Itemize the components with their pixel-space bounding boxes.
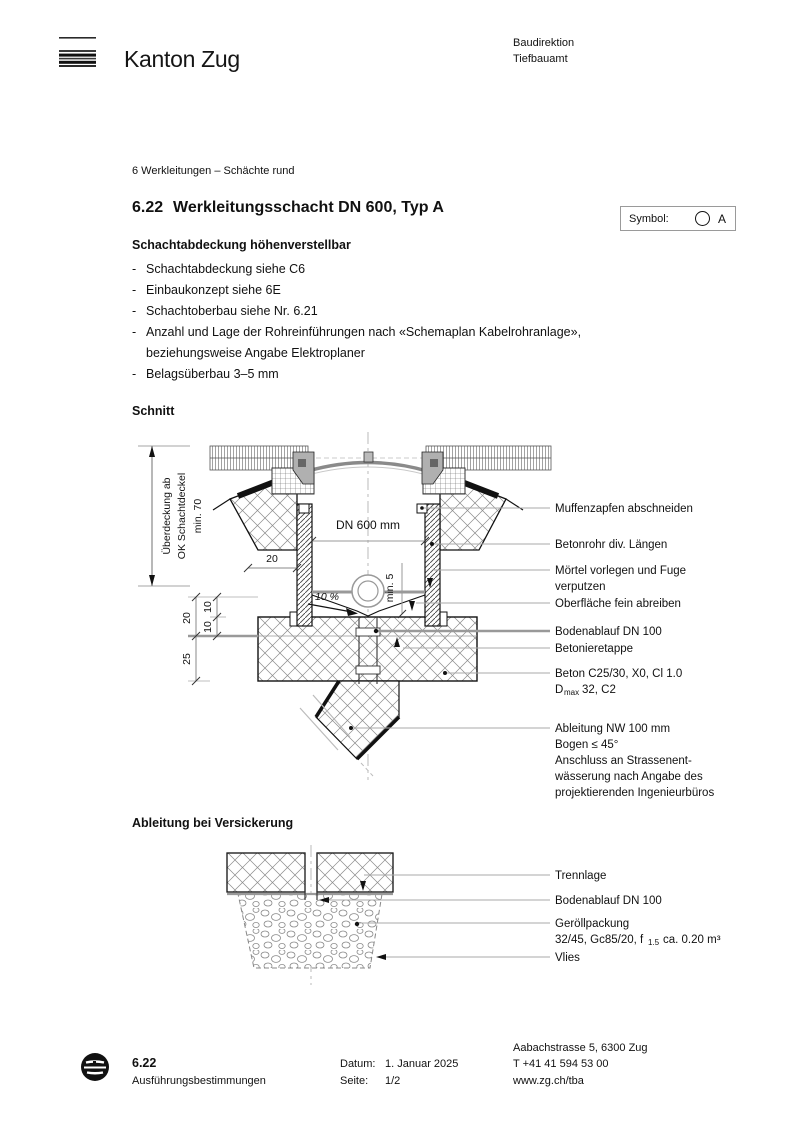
label-bodenablauf: Bodenablauf DN 100 — [555, 626, 662, 638]
schnitt-drawing — [130, 428, 790, 820]
zug-seal-logo — [79, 1051, 111, 1088]
label-geroell-2-sub: 1.5 — [648, 938, 660, 947]
label-oberflaeche: Oberfläche fein abreiben — [555, 598, 681, 610]
label-betonieretappe: Betonieretappe — [555, 643, 634, 655]
specs-heading: Schachtabdeckung höhenverstellbar — [132, 238, 351, 252]
list-item — [132, 280, 692, 301]
callout-labels — [555, 870, 721, 964]
versickerung-drawing — [130, 845, 790, 995]
item-text: Einbaukonzept siehe 6E — [146, 283, 281, 297]
label-vlies: Vlies — [555, 952, 580, 964]
list-item — [132, 322, 692, 343]
label-ableitung-4: wässerung nach Angabe des — [555, 771, 703, 783]
kanton-zug-logo — [59, 36, 97, 75]
footer-number: 6.22 — [132, 1056, 157, 1070]
breadcrumb: 6 Werkleitungen – Schächte rund — [132, 165, 295, 177]
label-muffenzapfen: Muffenzapfen abschneiden — [555, 503, 693, 515]
org-line2: Tiefbauamt — [513, 53, 568, 65]
footer-page-value: 1/2 — [385, 1075, 401, 1087]
label-beton-2-base: D — [555, 684, 564, 696]
item-dash: - — [132, 325, 137, 339]
item-text: Belagsüberbau 3–5 mm — [146, 367, 279, 381]
dim-slope: 10 % — [315, 591, 339, 603]
base-slab — [258, 617, 477, 776]
dim-cover-line1: Überdeckung ab — [161, 477, 173, 555]
label-ableitung-2: Bogen ≤ 45° — [555, 739, 619, 751]
label-ableitung-1: Ableitung NW 100 mm — [555, 723, 671, 735]
item-dash: - — [132, 304, 137, 318]
footer-address: Aabachstrasse 5, 6300 Zug — [513, 1042, 648, 1054]
footer-date-value: 1. Januar 2025 — [385, 1058, 459, 1070]
list-item — [132, 301, 692, 322]
page-title: Werkleitungsschacht DN 600, Typ A — [173, 199, 444, 216]
gravel-pack — [238, 894, 382, 968]
footer-website: www.zg.ch/tba — [513, 1075, 584, 1087]
item-text: beziehungsweise Angabe Elektroplaner — [146, 346, 365, 360]
org-line1: Baudirektion — [513, 37, 575, 49]
dim-cover-line3: min. 70 — [192, 498, 204, 534]
dim-cover-line2: OK Schachtdeckel — [176, 472, 188, 560]
header-wordmark: Kanton Zug — [124, 46, 240, 72]
dim-min5: min. 5 — [384, 573, 396, 603]
label-beton-1: Beton C25/30, X0, Cl 1.0 — [555, 668, 683, 680]
seal-icon — [79, 1051, 111, 1083]
label-ableitung-5: projektierenden Ingenieurbüros — [555, 787, 715, 799]
label-geroell-2-rest: ca. 0.20 m³ — [663, 934, 721, 946]
list-item — [132, 259, 692, 280]
footer-phone: T +41 41 594 53 00 — [513, 1058, 609, 1070]
item-text: Anzahl und Lage der Rohreinführungen nach «Schemaplan Kabelrohranlage», — [146, 325, 582, 339]
symbol-value: A — [717, 211, 726, 226]
symbol-box — [620, 206, 736, 231]
concrete-slab — [227, 853, 393, 894]
label-betonrohr: Betonrohr div. Längen — [555, 539, 668, 551]
footer-page-label: Seite: — [340, 1075, 369, 1087]
dim-25: 25 — [181, 653, 193, 665]
list-item-continuation — [132, 343, 692, 364]
label-bodenablauf: Bodenablauf DN 100 — [555, 895, 662, 907]
item-text: Schachtoberbau siehe Nr. 6.21 — [146, 304, 318, 318]
dim-20: 20 — [181, 612, 193, 624]
label-beton-2-sub: max — [564, 688, 580, 697]
item-dash: - — [132, 262, 137, 276]
symbol-circle-icon — [695, 211, 710, 226]
label-geroell-2-base: 32/45, Gc85/20, f — [555, 934, 644, 946]
item-text: Schachtabdeckung siehe C6 — [146, 262, 306, 276]
symbol-label: Symbol: — [629, 212, 669, 225]
label-trennlage: Trennlage — [555, 870, 607, 882]
stripes-icon — [59, 36, 97, 70]
muffenzapfen-left — [299, 504, 309, 513]
list-item — [132, 364, 692, 385]
dim-10a: 10 — [202, 601, 214, 613]
footer-date-label: Datum: — [340, 1058, 376, 1070]
dim-dn600: DN 600 mm — [335, 518, 401, 532]
footer-doc-type: Ausführungsbestimmungen — [132, 1075, 266, 1087]
item-dash: - — [132, 283, 137, 297]
road-pavement — [210, 446, 551, 470]
title-number: 6.22 — [132, 199, 164, 216]
dim-wall-offset: 20 — [266, 553, 278, 565]
label-ableitung-3: Anschluss an Strassenent- — [555, 755, 692, 767]
label-moertel-1: Mörtel vorlegen und Fuge — [555, 565, 687, 577]
label-moertel-2: verputzen — [555, 581, 606, 593]
versickerung-heading: Ableitung bei Versickerung — [132, 816, 294, 830]
dim-10b: 10 — [202, 621, 214, 633]
label-beton-2-rest: 32, C2 — [582, 684, 616, 696]
callout-labels — [554, 503, 714, 799]
item-dash: - — [132, 367, 137, 381]
schnitt-heading: Schnitt — [132, 404, 175, 418]
specs-list — [132, 259, 692, 385]
label-geroell-1: Geröllpackung — [555, 918, 630, 930]
